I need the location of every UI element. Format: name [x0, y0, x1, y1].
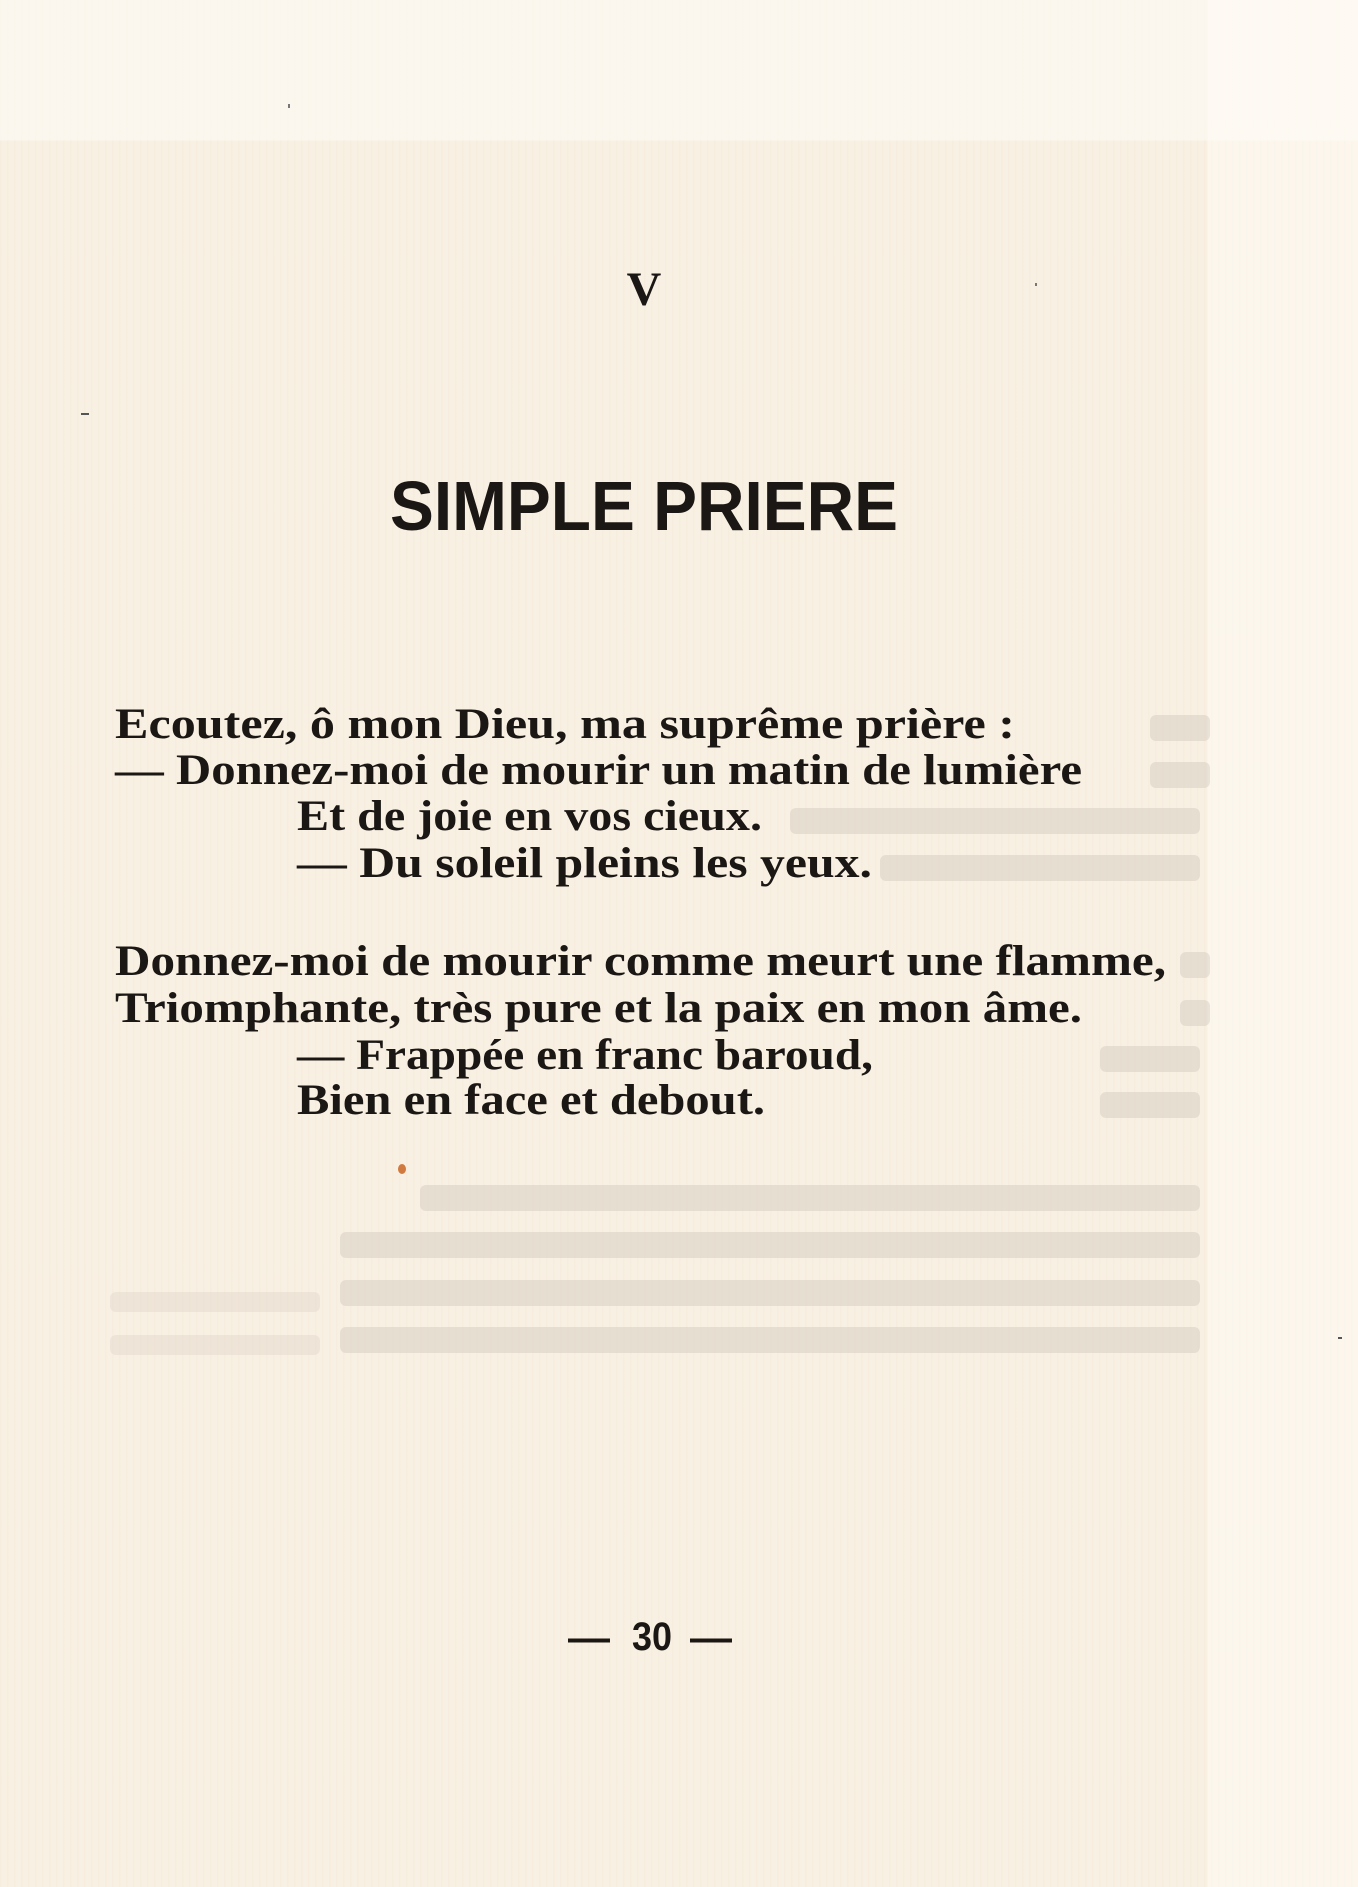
section-number: V	[626, 263, 662, 316]
stanza-1	[114, 701, 1082, 887]
poem-title: SIMPLE PRIERE	[390, 467, 898, 545]
verse-line: Triomphante, très pure et la paix en mon âme.	[115, 985, 1082, 1032]
verse-line: — Frappée en franc baroud,	[295, 1032, 873, 1079]
verse-line: — Donnez-moi de mourir un matin de lumière	[113, 747, 1083, 794]
verse-line: — Du soleil pleins les yeux.	[295, 840, 873, 887]
verse-line: Bien en face et debout.	[297, 1077, 765, 1124]
verse-line: Et de joie en vos cieux.	[297, 793, 762, 840]
page-footer	[568, 1615, 732, 1660]
verse-line: Donnez-moi de mourir comme meurt une flamme,	[115, 938, 1166, 985]
page-number-dash-right: —	[690, 1616, 732, 1660]
verse-line: Ecoutez, ô mon Dieu, ma suprême prière :	[115, 701, 1015, 748]
page-number: 30	[632, 1615, 672, 1659]
page-number-dash-left: —	[568, 1616, 610, 1660]
stanza-2	[115, 938, 1166, 1124]
